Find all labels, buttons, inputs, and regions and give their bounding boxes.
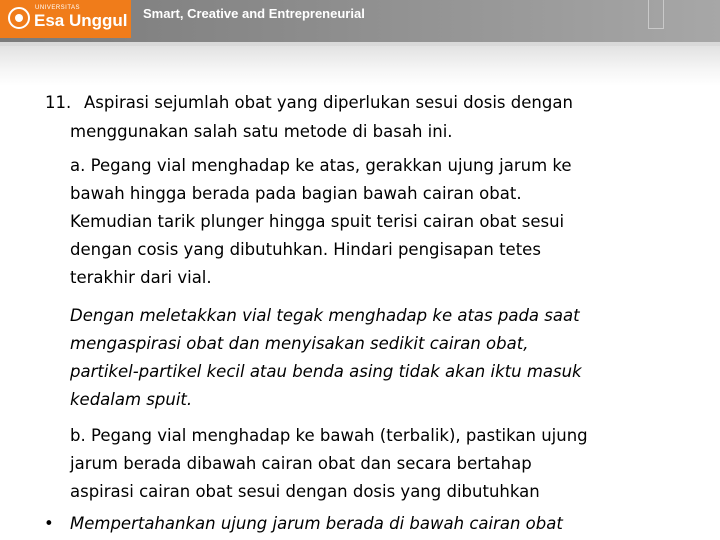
option-a-line: dengan cosis yang dibutuhkan. Hindari pengisapan tetes: [70, 240, 541, 259]
option-b-line: aspirasi cairan obat sesui dengan dosis yang dibutuhkan: [70, 482, 540, 501]
option-a-line: bawah hingga berada pada bagian bawah cairan obat.: [70, 184, 522, 203]
option-b-line: b. Pegang vial menghadap ke bawah (terbalik), pastikan ujung: [70, 426, 588, 445]
bullet-icon: •: [44, 514, 54, 533]
header-decoration: [648, 0, 664, 29]
question-line-2: menggunakan salah satu metode di basah ini.: [70, 122, 453, 141]
bullet-text: Mempertahankan ujung jarum berada di bawah cairan obat: [70, 514, 563, 533]
option-a-line: Kemudian tarik plunger hingga spuit terisi cairan obat sesui: [70, 212, 565, 231]
option-a-line: a. Pegang vial menghadap ke atas, gerakkan ujung jarum ke: [70, 156, 572, 175]
university-emblem-icon: [8, 7, 30, 29]
option-a-note-line: mengaspirasi obat dan menyisakan sedikit cairan obat,: [70, 334, 529, 353]
header-shadow: [0, 46, 720, 86]
logo: [0, 0, 131, 38]
logo-small-text: UNIVERSITAS: [35, 5, 81, 11]
option-a-note-line: Dengan meletakkan vial tegak menghadap ke atas pada saat: [70, 306, 580, 325]
slide-content: [0, 90, 720, 540]
option-a-note-line: partikel-partikel kecil atau benda asing tidak akan iktu masuk: [70, 362, 582, 381]
question-number: 11.: [45, 93, 72, 112]
tagline: Smart, Creative and Entrepreneurial: [143, 6, 365, 21]
option-b-line: jarum berada dibawah cairan obat dan secara bertahap: [70, 454, 532, 473]
header-bar: [0, 0, 720, 42]
option-a-line: terakhir dari vial.: [70, 268, 212, 287]
option-a-note-line: kedalam spuit.: [70, 390, 193, 409]
question-line-1: Aspirasi sejumlah obat yang diperlukan sesui dosis dengan: [84, 93, 573, 112]
logo-name: Esa Unggul: [34, 11, 128, 30]
